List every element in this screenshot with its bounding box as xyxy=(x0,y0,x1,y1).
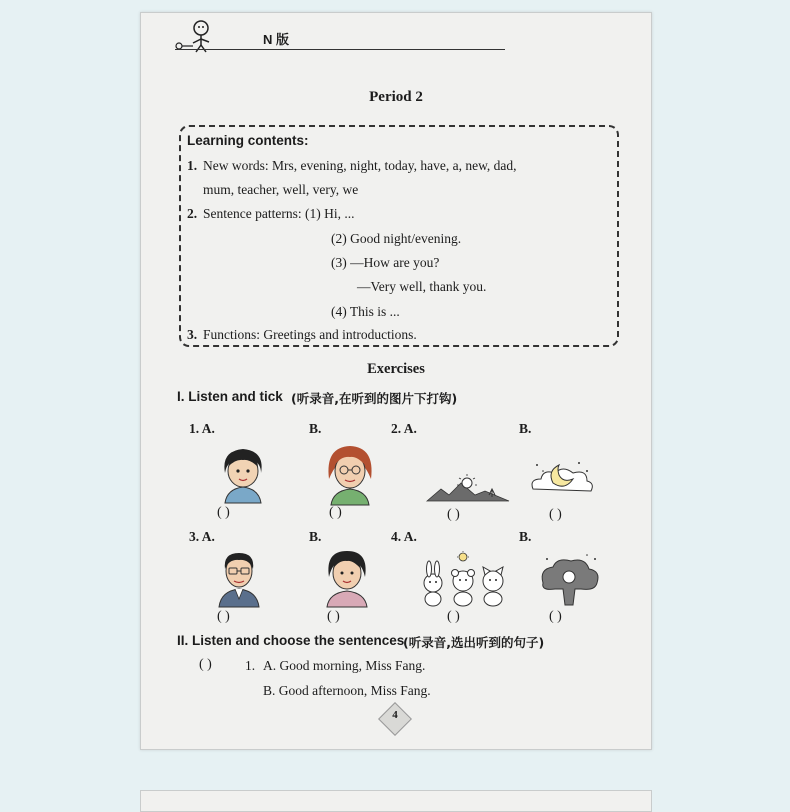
period-title: Period 2 xyxy=(369,89,423,105)
q3-b-paren[interactable]: ( ) xyxy=(327,609,340,624)
learning-contents-box xyxy=(179,125,619,347)
woman-picture xyxy=(323,547,371,607)
item2-line1: Sentence patterns: (1) Hi, ... xyxy=(203,206,355,221)
woman-glasses-picture xyxy=(323,443,377,505)
s2-q1-paren[interactable]: ( ) xyxy=(199,657,212,672)
q2-label: 2. A. xyxy=(391,421,417,436)
item1-line1: New words: Mrs, evening, night, today, have, a, new, dad, xyxy=(203,158,517,173)
girl-picture xyxy=(217,445,269,503)
section2-heading-cn: (听录音,选出听到的句子) xyxy=(403,635,545,650)
page-number: 4 xyxy=(392,709,398,721)
header-rule xyxy=(175,49,505,50)
item2-number: 2. xyxy=(187,206,198,221)
item3-number: 3. xyxy=(187,327,198,342)
q2-b-label: B. xyxy=(519,421,532,436)
q4-b-paren[interactable]: ( ) xyxy=(549,609,562,624)
workbook-page xyxy=(140,12,652,750)
exercises-title: Exercises xyxy=(367,361,425,377)
q3-a-paren[interactable]: ( ) xyxy=(217,609,230,624)
next-page-edge xyxy=(140,790,652,812)
s2-q1-option-a: A. Good morning, Miss Fang. xyxy=(263,658,426,673)
item2-line5: (4) This is ... xyxy=(331,304,400,319)
item1-line2: mum, teacher, well, very, we xyxy=(203,182,359,197)
edition-label: N 版 xyxy=(263,32,290,47)
animals-picture xyxy=(417,551,511,607)
s2-q1-option-b: B. Good afternoon, Miss Fang. xyxy=(263,683,431,698)
section1-heading: I. Listen and tick xyxy=(177,389,283,404)
q1-b-paren[interactable]: ( ) xyxy=(329,505,342,520)
item2-line2: (2) Good night/evening. xyxy=(331,231,462,246)
item1-number: 1. xyxy=(187,158,198,173)
s2-q1-number: 1. xyxy=(245,658,256,673)
section2-heading: II. Listen and choose the sentences xyxy=(177,633,405,648)
q3-b-label: B. xyxy=(309,529,322,544)
item3-text: Functions: Greetings and introductions. xyxy=(203,327,417,342)
q1-b-label: B. xyxy=(309,421,322,436)
man-glasses-picture xyxy=(215,547,263,607)
section1-heading-cn: (听录音,在听到的图片下打钩) xyxy=(291,391,458,406)
q2-a-paren[interactable]: ( ) xyxy=(447,507,460,522)
item2-line3: (3) —How are you? xyxy=(331,255,440,270)
q1-a-paren[interactable]: ( ) xyxy=(217,505,230,520)
q4-a-paren[interactable]: ( ) xyxy=(447,609,460,624)
q1-label: 1. A. xyxy=(189,421,215,436)
q4-label: 4. A. xyxy=(391,529,417,544)
learning-heading: Learning contents: xyxy=(187,133,309,148)
sunrise-picture xyxy=(427,473,509,503)
moon-night-picture xyxy=(529,457,595,499)
item2-line4: —Very well, thank you. xyxy=(357,279,487,294)
q3-label: 3. A. xyxy=(189,529,215,544)
stick-figure-logo xyxy=(171,19,219,53)
tree-night-picture xyxy=(537,553,603,609)
q2-b-paren[interactable]: ( ) xyxy=(549,507,562,522)
q4-b-label: B. xyxy=(519,529,532,544)
